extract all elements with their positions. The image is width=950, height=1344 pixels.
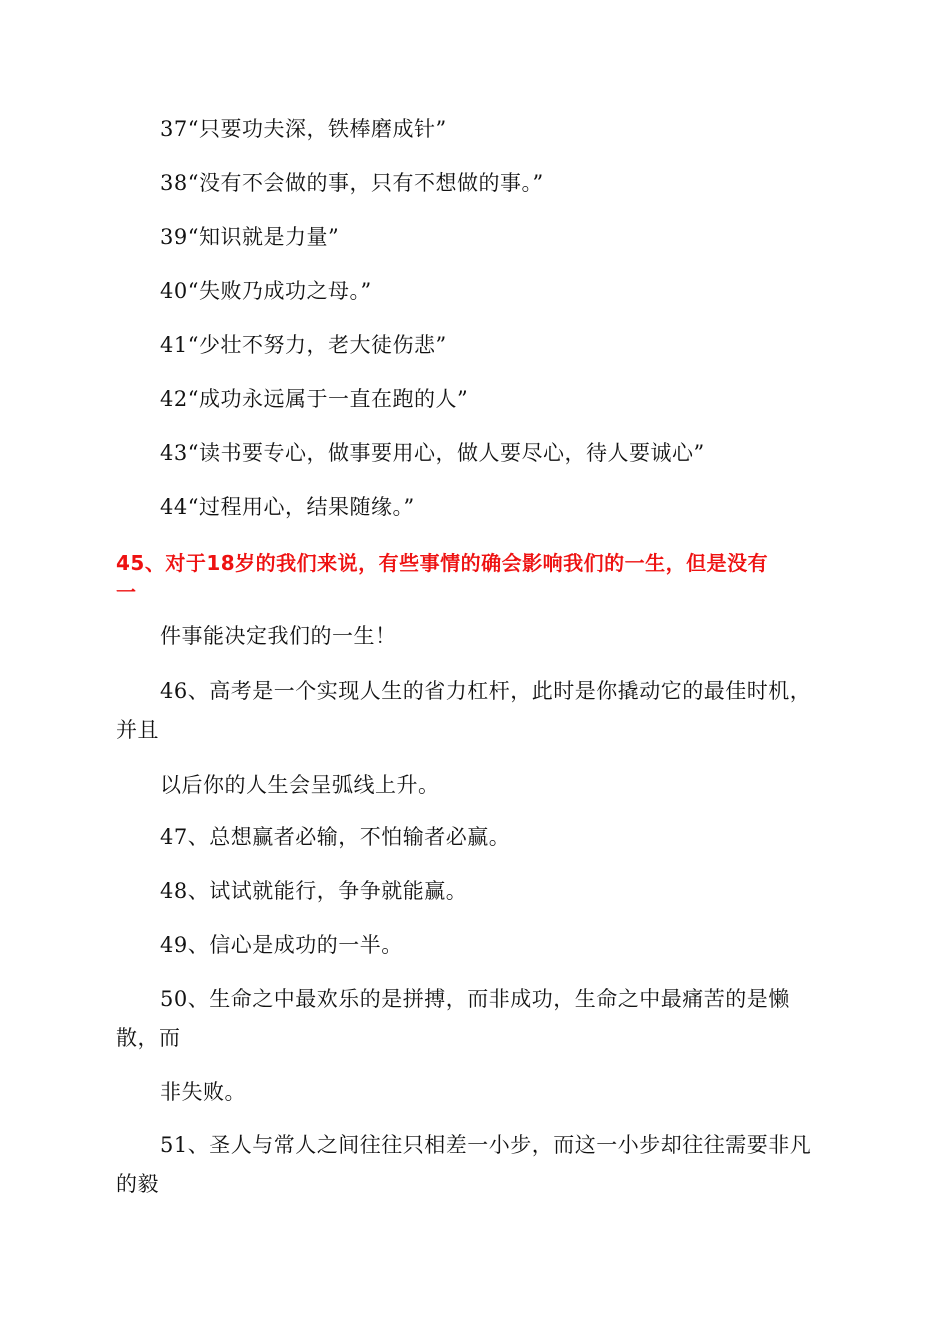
paragraph-line-46-wrap: 并且 — [116, 718, 159, 742]
quote-line-42: 42“成功永远属于一直在跑的人” — [160, 387, 469, 411]
highlighted-heading-45: 45、对于18岁的我们来说，有些事情的确会影响我们的一生，但是没有 — [116, 551, 769, 575]
paragraph-line-51-wrap: 的毅 — [116, 1172, 159, 1196]
paragraph-line-46: 46、高考是一个实现人生的省力杠杆，此时是你撬动它的最佳时机， — [160, 679, 812, 703]
quote-line-43: 43“读书要专心，做事要用心，做人要尽心，待人要诚心” — [160, 441, 705, 465]
quote-line-40: 40“失败乃成功之母。” — [160, 279, 372, 303]
quote-line-39: 39“知识就是力量” — [160, 225, 340, 249]
paragraph-line-46-cont: 以后你的人生会呈弧线上升。 — [160, 773, 440, 797]
paragraph-line-50-wrap: 散，而 — [116, 1026, 181, 1050]
quote-line-38: 38“没有不会做的事，只有不想做的事。” — [160, 171, 544, 195]
highlighted-heading-45-wrap: 一 — [116, 580, 137, 604]
quote-line-37: 37“只要功夫深，铁棒磨成针” — [160, 117, 447, 141]
paragraph-line-47: 47、总想赢者必输，不怕输者必赢。 — [160, 825, 511, 849]
paragraph-line-45-cont: 件事能决定我们的一生！ — [160, 624, 397, 648]
paragraph-line-50: 50、生命之中最欢乐的是拼搏，而非成功，生命之中最痛苦的是懒 — [160, 987, 790, 1011]
paragraph-line-50-cont: 非失败。 — [160, 1080, 246, 1104]
quote-line-41: 41“少壮不努力，老大徒伤悲” — [160, 333, 447, 357]
paragraph-line-49: 49、信心是成功的一半。 — [160, 933, 403, 957]
paragraph-line-48: 48、试试就能行，争争就能赢。 — [160, 879, 468, 903]
quote-line-44: 44“过程用心，结果随缘。” — [160, 495, 415, 519]
paragraph-line-51: 51、圣人与常人之间往往只相差一小步，而这一小步却往往需要非凡 — [160, 1133, 812, 1157]
